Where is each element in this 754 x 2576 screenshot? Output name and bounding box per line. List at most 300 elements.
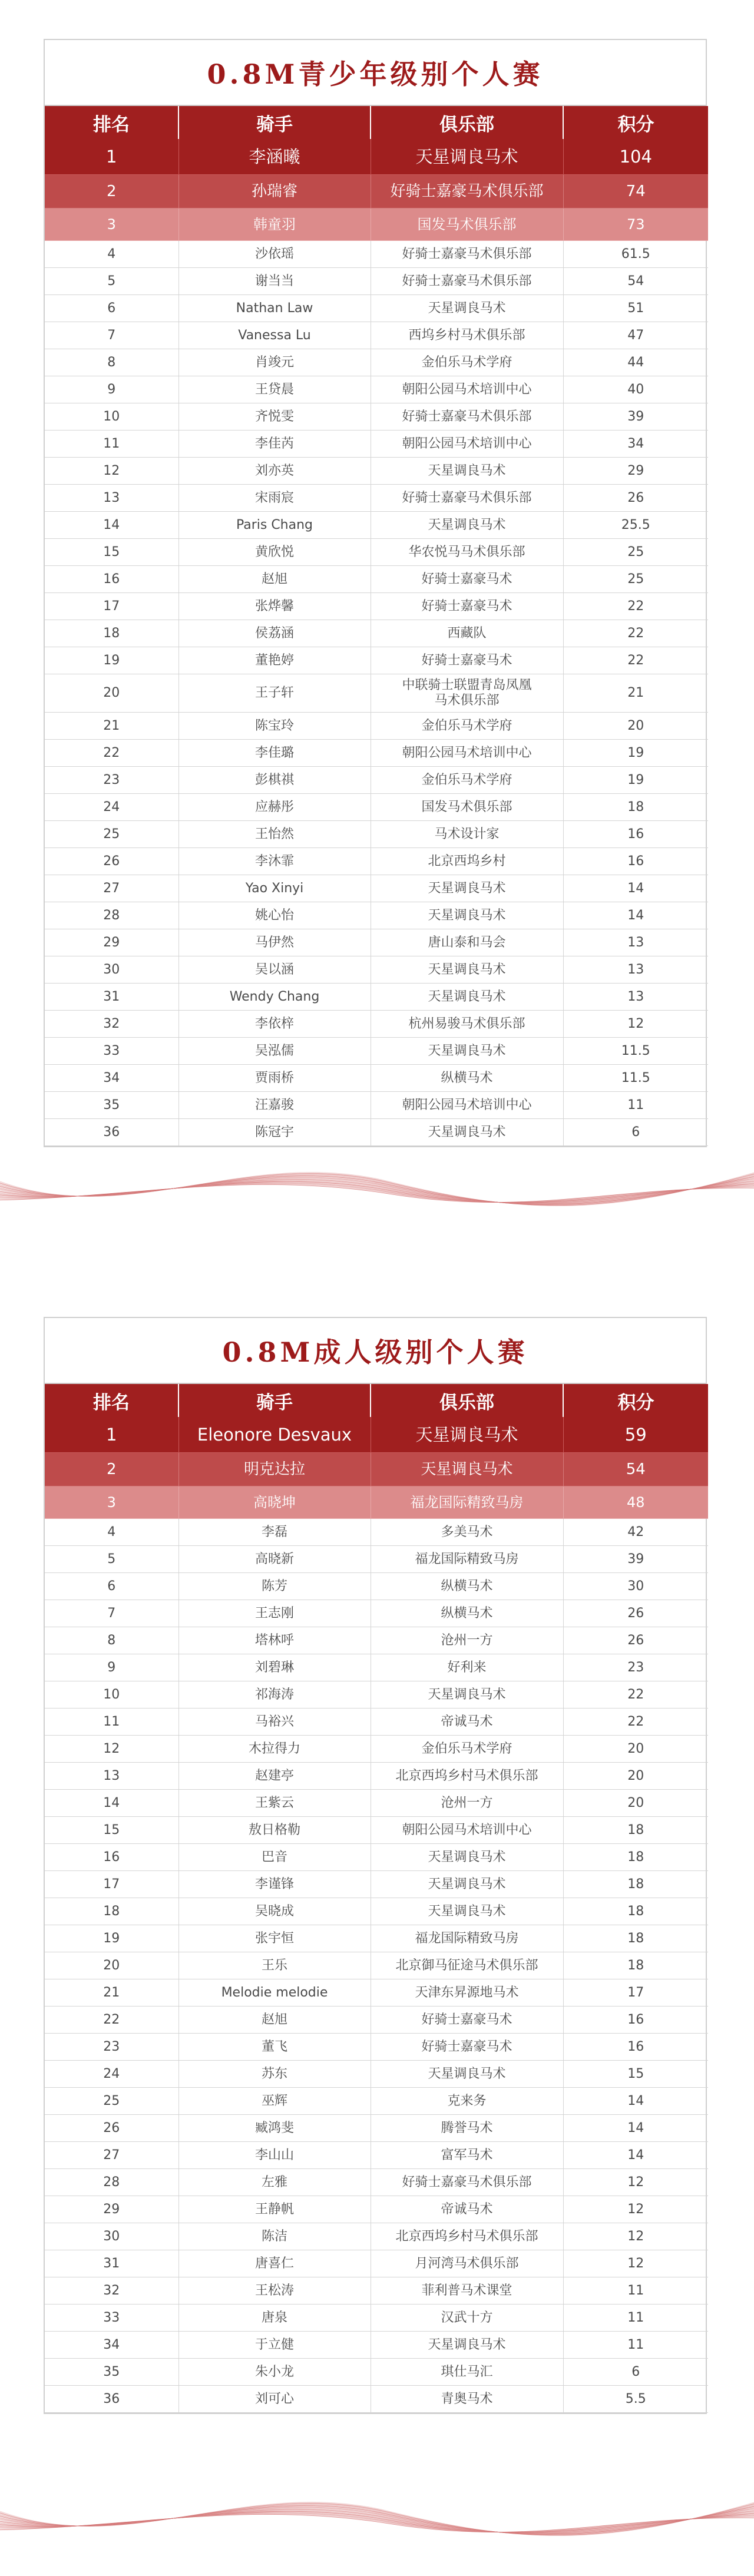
rank-cell: 33 bbox=[45, 1038, 178, 1065]
points-cell: 18 bbox=[563, 1817, 708, 1844]
points-cell: 22 bbox=[563, 647, 708, 674]
youth-ranking-table bbox=[45, 106, 708, 1146]
youth-ranking-table-frame bbox=[44, 39, 707, 1147]
rank-cell: 28 bbox=[45, 2169, 178, 2196]
points-cell: 104 bbox=[563, 139, 708, 175]
rider-cell: 黄欣悦 bbox=[178, 539, 371, 566]
rider-cell: Paris Chang bbox=[178, 512, 371, 539]
rider-cell: 明克达拉 bbox=[178, 1453, 371, 1486]
rider-cell: 祁海涛 bbox=[178, 1681, 371, 1708]
points-cell: 19 bbox=[563, 767, 708, 794]
club-cell: 青奥马术 bbox=[371, 2386, 563, 2413]
club-cell: 腾誉马术 bbox=[371, 2115, 563, 2142]
rider-cell: 汪嘉骏 bbox=[178, 1092, 371, 1119]
rank-cell: 1 bbox=[45, 139, 178, 175]
rider-cell: 李磊 bbox=[178, 1519, 371, 1546]
club-cell: 金伯乐马术学府 bbox=[371, 713, 563, 740]
club-cell: 好骑士嘉豪马术俱乐部 bbox=[371, 175, 563, 208]
club-cell: 天津东昇源地马术 bbox=[371, 1979, 563, 2007]
club-cell: 天星调良马术 bbox=[371, 1844, 563, 1871]
club-cell: 杭州易骏马术俱乐部 bbox=[371, 1011, 563, 1038]
points-cell: 39 bbox=[563, 1546, 708, 1573]
rank-cell: 19 bbox=[45, 1925, 178, 1952]
club-cell: 朝阳公园马术培训中心 bbox=[371, 431, 563, 458]
rider-cell: Wendy Chang bbox=[178, 984, 371, 1011]
club-cell: 天星调良马术 bbox=[371, 1038, 563, 1065]
points-cell: 54 bbox=[563, 1453, 708, 1486]
rank-cell: 18 bbox=[45, 1898, 178, 1925]
points-cell: 34 bbox=[563, 431, 708, 458]
points-cell: 20 bbox=[563, 1790, 708, 1817]
rank-cell: 13 bbox=[45, 1763, 178, 1790]
table-row bbox=[45, 2305, 708, 2332]
points-cell: 25 bbox=[563, 539, 708, 566]
club-cell: 富军马术 bbox=[371, 2142, 563, 2169]
table-row bbox=[45, 740, 708, 767]
rank-cell: 17 bbox=[45, 1871, 178, 1898]
club-cell: 好骑士嘉豪马术 bbox=[371, 2007, 563, 2034]
rider-cell: 李佳芮 bbox=[178, 431, 371, 458]
rank-cell: 5 bbox=[45, 1546, 178, 1573]
table-row bbox=[45, 1453, 708, 1486]
rank-cell: 21 bbox=[45, 1979, 178, 2007]
rider-cell: 李山山 bbox=[178, 2142, 371, 2169]
club-cell: 月河湾马术俱乐部 bbox=[371, 2250, 563, 2277]
rider-cell: 贾雨桥 bbox=[178, 1065, 371, 1092]
rider-cell: 吴晓成 bbox=[178, 1898, 371, 1925]
table-row bbox=[45, 674, 708, 713]
club-cell: 天星调良马术 bbox=[371, 1119, 563, 1146]
points-cell: 18 bbox=[563, 1871, 708, 1898]
table-row bbox=[45, 647, 708, 674]
club-cell: 天星调良马术 bbox=[371, 1453, 563, 1486]
club-cell: 福龙国际精致马房 bbox=[371, 1925, 563, 1952]
club-cell: 国发马术俱乐部 bbox=[371, 208, 563, 241]
points-cell: 11 bbox=[563, 1092, 708, 1119]
points-cell: 21 bbox=[563, 674, 708, 713]
club-cell: 北京御马征途马术俱乐部 bbox=[371, 1952, 563, 1979]
points-cell: 12 bbox=[563, 2196, 708, 2223]
points-cell: 11.5 bbox=[563, 1065, 708, 1092]
rider-cell: 彭棋祺 bbox=[178, 767, 371, 794]
points-cell: 6 bbox=[563, 2359, 708, 2386]
points-cell: 25.5 bbox=[563, 512, 708, 539]
rider-cell: 王乐 bbox=[178, 1952, 371, 1979]
points-cell: 16 bbox=[563, 821, 708, 848]
table-row bbox=[45, 1790, 708, 1817]
table-row bbox=[45, 2223, 708, 2250]
table-row bbox=[45, 2088, 708, 2115]
table-row bbox=[45, 767, 708, 794]
points-cell: 13 bbox=[563, 929, 708, 956]
club-cell: 朝阳公园马术培训中心 bbox=[371, 1092, 563, 1119]
points-cell: 6 bbox=[563, 1119, 708, 1146]
rider-cell: Nathan Law bbox=[178, 295, 371, 322]
club-cell: 金伯乐马术学府 bbox=[371, 349, 563, 376]
rank-cell: 31 bbox=[45, 2250, 178, 2277]
rider-cell: 王怡然 bbox=[178, 821, 371, 848]
club-cell: 沧州一方 bbox=[371, 1790, 563, 1817]
rider-cell: 肖竣元 bbox=[178, 349, 371, 376]
rank-cell: 8 bbox=[45, 1627, 178, 1654]
rank-cell: 1 bbox=[45, 1417, 178, 1453]
points-cell: 26 bbox=[563, 1627, 708, 1654]
points-cell: 18 bbox=[563, 1925, 708, 1952]
table-row bbox=[45, 929, 708, 956]
points-cell: 20 bbox=[563, 1736, 708, 1763]
rider-cell: 赵建亭 bbox=[178, 1763, 371, 1790]
header-rank: 排名 bbox=[45, 1384, 178, 1417]
table-row bbox=[45, 2332, 708, 2359]
table-row bbox=[45, 2277, 708, 2305]
rider-cell: 陈芳 bbox=[178, 1573, 371, 1600]
table-row bbox=[45, 848, 708, 875]
points-cell: 22 bbox=[563, 620, 708, 647]
rider-cell: 王志刚 bbox=[178, 1600, 371, 1627]
rider-cell: 吴泓儒 bbox=[178, 1038, 371, 1065]
points-cell: 18 bbox=[563, 1844, 708, 1871]
club-cell: 天星调良马术 bbox=[371, 295, 563, 322]
table-row bbox=[45, 241, 708, 268]
points-cell: 17 bbox=[563, 1979, 708, 2007]
rank-cell: 21 bbox=[45, 713, 178, 740]
points-cell: 22 bbox=[563, 593, 708, 620]
rank-cell: 32 bbox=[45, 2277, 178, 2305]
table-row bbox=[45, 485, 708, 512]
header-rider: 骑手 bbox=[178, 106, 371, 139]
club-cell: 西坞乡村马术俱乐部 bbox=[371, 322, 563, 349]
points-cell: 14 bbox=[563, 2088, 708, 2115]
rank-cell: 12 bbox=[45, 1736, 178, 1763]
table-row bbox=[45, 1654, 708, 1681]
rank-cell: 35 bbox=[45, 1092, 178, 1119]
table-row bbox=[45, 713, 708, 740]
points-cell: 39 bbox=[563, 403, 708, 431]
club-cell: 汉武十方 bbox=[371, 2305, 563, 2332]
club-cell: 好骑士嘉豪马术俱乐部 bbox=[371, 485, 563, 512]
rider-cell: 李涵曦 bbox=[178, 139, 371, 175]
club-cell: 天星调良马术 bbox=[371, 956, 563, 984]
club-cell: 好骑士嘉豪马术 bbox=[371, 2034, 563, 2061]
rider-cell: 高晓新 bbox=[178, 1546, 371, 1573]
rank-cell: 22 bbox=[45, 740, 178, 767]
adult-table-title: 0.8M成人级别个人赛 bbox=[222, 1336, 528, 1368]
table-row bbox=[45, 322, 708, 349]
points-cell: 12 bbox=[563, 2223, 708, 2250]
points-cell: 12 bbox=[563, 2250, 708, 2277]
table-row bbox=[45, 2115, 708, 2142]
header-club: 俱乐部 bbox=[371, 106, 563, 139]
table-row bbox=[45, 902, 708, 929]
table-row bbox=[45, 539, 708, 566]
rank-cell: 3 bbox=[45, 1486, 178, 1519]
rank-cell: 34 bbox=[45, 2332, 178, 2359]
club-cell: 天星调良马术 bbox=[371, 139, 563, 175]
points-cell: 23 bbox=[563, 1654, 708, 1681]
points-cell: 20 bbox=[563, 713, 708, 740]
table-row bbox=[45, 376, 708, 403]
table-row bbox=[45, 1817, 708, 1844]
rank-cell: 23 bbox=[45, 767, 178, 794]
club-cell: 朝阳公园马术培训中心 bbox=[371, 1817, 563, 1844]
table-row bbox=[45, 1844, 708, 1871]
rider-cell: 王紫云 bbox=[178, 1790, 371, 1817]
rider-cell: 沙依瑶 bbox=[178, 241, 371, 268]
club-cell: 北京西坞乡村 bbox=[371, 848, 563, 875]
club-cell: 金伯乐马术学府 bbox=[371, 1736, 563, 1763]
table-row bbox=[45, 620, 708, 647]
rank-cell: 26 bbox=[45, 2115, 178, 2142]
rank-cell: 32 bbox=[45, 1011, 178, 1038]
rank-cell: 7 bbox=[45, 1600, 178, 1627]
rank-cell: 11 bbox=[45, 1708, 178, 1736]
rider-cell: 侯荔涵 bbox=[178, 620, 371, 647]
rider-cell: 刘可心 bbox=[178, 2386, 371, 2413]
points-cell: 16 bbox=[563, 2007, 708, 2034]
points-cell: 18 bbox=[563, 1952, 708, 1979]
table-row bbox=[45, 139, 708, 175]
rider-cell: Melodie melodie bbox=[178, 1979, 371, 2007]
club-cell: 华农悦马马术俱乐部 bbox=[371, 539, 563, 566]
points-cell: 59 bbox=[563, 1417, 708, 1453]
adult-header-row bbox=[45, 1384, 708, 1417]
adult-ranking-table bbox=[45, 1384, 708, 2413]
decorative-wave-lines bbox=[0, 2470, 754, 2558]
rank-cell: 25 bbox=[45, 821, 178, 848]
rider-cell: 董飞 bbox=[178, 2034, 371, 2061]
rank-cell: 17 bbox=[45, 593, 178, 620]
club-cell: 唐山泰和马会 bbox=[371, 929, 563, 956]
header-points: 积分 bbox=[563, 106, 708, 139]
club-cell: 朝阳公园马术培训中心 bbox=[371, 376, 563, 403]
header-points: 积分 bbox=[563, 1384, 708, 1417]
rider-cell: 王静帆 bbox=[178, 2196, 371, 2223]
rank-cell: 7 bbox=[45, 322, 178, 349]
points-cell: 16 bbox=[563, 2034, 708, 2061]
club-cell: 马术设计家 bbox=[371, 821, 563, 848]
rank-cell: 16 bbox=[45, 566, 178, 593]
club-cell: 福龙国际精致马房 bbox=[371, 1486, 563, 1519]
table-row bbox=[45, 1011, 708, 1038]
header-club: 俱乐部 bbox=[371, 1384, 563, 1417]
club-cell: 菲利普马术课堂 bbox=[371, 2277, 563, 2305]
table-row bbox=[45, 2386, 708, 2413]
points-cell: 14 bbox=[563, 2115, 708, 2142]
rider-cell: 唐喜仁 bbox=[178, 2250, 371, 2277]
table-row bbox=[45, 1979, 708, 2007]
rank-cell: 8 bbox=[45, 349, 178, 376]
rider-cell: 巫辉 bbox=[178, 2088, 371, 2115]
rider-cell: 马伊然 bbox=[178, 929, 371, 956]
points-cell: 14 bbox=[563, 2142, 708, 2169]
rank-cell: 18 bbox=[45, 620, 178, 647]
club-cell: 纵横马术 bbox=[371, 1573, 563, 1600]
header-rider: 骑手 bbox=[178, 1384, 371, 1417]
club-cell: 琪仕马汇 bbox=[371, 2359, 563, 2386]
rank-cell: 10 bbox=[45, 403, 178, 431]
rank-cell: 30 bbox=[45, 2223, 178, 2250]
rank-cell: 15 bbox=[45, 1817, 178, 1844]
club-cell: 中联骑士联盟青岛凤凰 马术俱乐部 bbox=[371, 674, 563, 713]
table-row bbox=[45, 1898, 708, 1925]
rank-cell: 2 bbox=[45, 1453, 178, 1486]
rank-cell: 36 bbox=[45, 1119, 178, 1146]
youth-table-title: 0.8M青少年级别个人赛 bbox=[207, 58, 544, 90]
club-cell: 北京西坞乡村马术俱乐部 bbox=[371, 1763, 563, 1790]
rider-cell: 苏东 bbox=[178, 2061, 371, 2088]
rank-cell: 12 bbox=[45, 458, 178, 485]
points-cell: 14 bbox=[563, 875, 708, 902]
points-cell: 11 bbox=[563, 2277, 708, 2305]
club-cell: 金伯乐马术学府 bbox=[371, 767, 563, 794]
table-row bbox=[45, 1627, 708, 1654]
rank-cell: 6 bbox=[45, 295, 178, 322]
table-row bbox=[45, 175, 708, 208]
rider-cell: 宋雨宸 bbox=[178, 485, 371, 512]
table-row bbox=[45, 956, 708, 984]
points-cell: 25 bbox=[563, 566, 708, 593]
rank-cell: 13 bbox=[45, 485, 178, 512]
club-cell: 好骑士嘉豪马术俱乐部 bbox=[371, 2169, 563, 2196]
club-cell: 好骑士嘉豪马术俱乐部 bbox=[371, 403, 563, 431]
points-cell: 47 bbox=[563, 322, 708, 349]
rider-cell: 敖日格勒 bbox=[178, 1817, 371, 1844]
rank-cell: 33 bbox=[45, 2305, 178, 2332]
rider-cell: 吴以涵 bbox=[178, 956, 371, 984]
club-cell: 沧州一方 bbox=[371, 1627, 563, 1654]
table-row bbox=[45, 1681, 708, 1708]
youth-ranking-section bbox=[44, 39, 707, 1147]
points-cell: 51 bbox=[563, 295, 708, 322]
youth-header-row bbox=[45, 106, 708, 139]
table-row bbox=[45, 794, 708, 821]
club-cell: 天星调良马术 bbox=[371, 2332, 563, 2359]
points-cell: 29 bbox=[563, 458, 708, 485]
rider-cell: 王贷晨 bbox=[178, 376, 371, 403]
club-cell: 克来务 bbox=[371, 2088, 563, 2115]
table-row bbox=[45, 1486, 708, 1519]
rank-cell: 25 bbox=[45, 2088, 178, 2115]
club-cell: 纵横马术 bbox=[371, 1600, 563, 1627]
rider-cell: Vanessa Lu bbox=[178, 322, 371, 349]
points-cell: 40 bbox=[563, 376, 708, 403]
rider-cell: 唐泉 bbox=[178, 2305, 371, 2332]
points-cell: 42 bbox=[563, 1519, 708, 1546]
points-cell: 11 bbox=[563, 2305, 708, 2332]
rank-cell: 4 bbox=[45, 241, 178, 268]
rank-cell: 29 bbox=[45, 2196, 178, 2223]
rank-cell: 31 bbox=[45, 984, 178, 1011]
rider-cell: 王松涛 bbox=[178, 2277, 371, 2305]
points-cell: 74 bbox=[563, 175, 708, 208]
rank-cell: 6 bbox=[45, 1573, 178, 1600]
rank-cell: 36 bbox=[45, 2386, 178, 2413]
table-row bbox=[45, 2169, 708, 2196]
table-row bbox=[45, 1952, 708, 1979]
rider-cell: 张宇恒 bbox=[178, 1925, 371, 1952]
club-cell: 天星调良马术 bbox=[371, 984, 563, 1011]
rider-cell: 李谨锋 bbox=[178, 1871, 371, 1898]
club-cell: 天星调良马术 bbox=[371, 1898, 563, 1925]
table-row bbox=[45, 566, 708, 593]
table-row bbox=[45, 512, 708, 539]
rank-cell: 15 bbox=[45, 539, 178, 566]
rider-cell: 陈洁 bbox=[178, 2223, 371, 2250]
table-row bbox=[45, 458, 708, 485]
rider-cell: 李依梓 bbox=[178, 1011, 371, 1038]
rider-cell: 孙瑞睿 bbox=[178, 175, 371, 208]
table-row bbox=[45, 1038, 708, 1065]
rider-cell: 高晓坤 bbox=[178, 1486, 371, 1519]
club-cell: 天星调良马术 bbox=[371, 1871, 563, 1898]
rider-cell: 赵旭 bbox=[178, 2007, 371, 2034]
adult-ranking-table-frame bbox=[44, 1317, 707, 2414]
club-cell: 西藏队 bbox=[371, 620, 563, 647]
points-cell: 73 bbox=[563, 208, 708, 241]
club-cell: 好骑士嘉豪马术 bbox=[371, 566, 563, 593]
points-cell: 20 bbox=[563, 1763, 708, 1790]
table-row bbox=[45, 1573, 708, 1600]
rider-cell: 塔林呼 bbox=[178, 1627, 371, 1654]
rank-cell: 27 bbox=[45, 2142, 178, 2169]
club-cell: 天星调良马术 bbox=[371, 458, 563, 485]
rider-cell: 刘碧琳 bbox=[178, 1654, 371, 1681]
rider-cell: 左雅 bbox=[178, 2169, 371, 2196]
table-row bbox=[45, 1600, 708, 1627]
rank-cell: 20 bbox=[45, 1952, 178, 1979]
table-row bbox=[45, 295, 708, 322]
rank-cell: 26 bbox=[45, 848, 178, 875]
club-cell: 天星调良马术 bbox=[371, 1417, 563, 1453]
table-row bbox=[45, 1519, 708, 1546]
table-row bbox=[45, 1065, 708, 1092]
points-cell: 14 bbox=[563, 902, 708, 929]
table-row bbox=[45, 1708, 708, 1736]
club-cell: 天星调良马术 bbox=[371, 512, 563, 539]
table-row bbox=[45, 1736, 708, 1763]
rank-cell: 24 bbox=[45, 794, 178, 821]
rank-cell: 24 bbox=[45, 2061, 178, 2088]
points-cell: 26 bbox=[563, 485, 708, 512]
rider-cell: 李沐霏 bbox=[178, 848, 371, 875]
rider-cell: 应赫彤 bbox=[178, 794, 371, 821]
table-row bbox=[45, 1871, 708, 1898]
table-row bbox=[45, 821, 708, 848]
table-row bbox=[45, 2061, 708, 2088]
rider-cell: 董艳婷 bbox=[178, 647, 371, 674]
table-row bbox=[45, 2250, 708, 2277]
rider-cell: 谢当当 bbox=[178, 268, 371, 295]
rider-cell: 李佳璐 bbox=[178, 740, 371, 767]
rank-cell: 14 bbox=[45, 512, 178, 539]
rank-cell: 19 bbox=[45, 647, 178, 674]
table-row bbox=[45, 1417, 708, 1453]
rank-cell: 5 bbox=[45, 268, 178, 295]
club-cell: 天星调良马术 bbox=[371, 2061, 563, 2088]
rank-cell: 22 bbox=[45, 2007, 178, 2034]
table-row bbox=[45, 2196, 708, 2223]
youth-title-bar bbox=[45, 40, 706, 106]
table-row bbox=[45, 1092, 708, 1119]
rider-cell: 陈宝玲 bbox=[178, 713, 371, 740]
points-cell: 18 bbox=[563, 1898, 708, 1925]
club-cell: 福龙国际精致马房 bbox=[371, 1546, 563, 1573]
adult-title-bar bbox=[45, 1318, 706, 1384]
rank-cell: 29 bbox=[45, 929, 178, 956]
table-row bbox=[45, 431, 708, 458]
rider-cell: 朱小龙 bbox=[178, 2359, 371, 2386]
rank-cell: 23 bbox=[45, 2034, 178, 2061]
